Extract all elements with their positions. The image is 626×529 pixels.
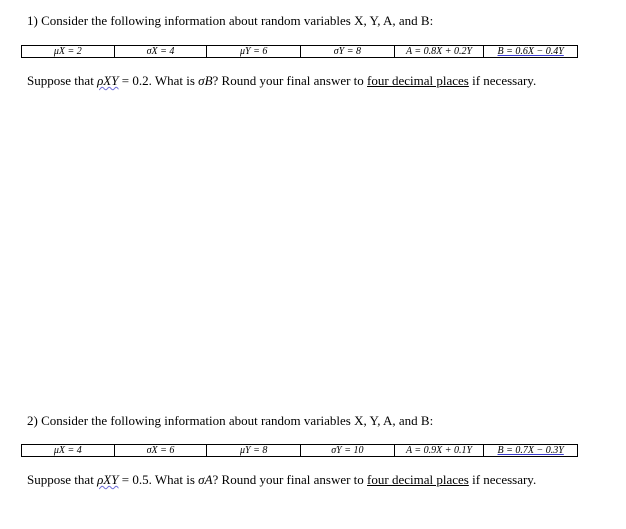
sigma-y-cell <box>301 46 395 57</box>
question-2-prompt <box>27 472 536 488</box>
prompt-text: Suppose that <box>27 73 98 88</box>
mu-x-value: μX = 2 <box>53 46 82 57</box>
sigma-x-cell <box>115 445 208 456</box>
b-definition-cell <box>484 445 577 456</box>
sigma-x-value: σX = 4 <box>146 46 175 57</box>
b-definition: B = 0.6X − 0.4Y <box>497 46 564 57</box>
mu-x-cell <box>22 445 115 456</box>
question-2-parameter-table <box>21 444 578 457</box>
sigma-a-symbol: σA <box>198 472 213 487</box>
sigma-x-value: σX = 6 <box>146 445 175 456</box>
four-decimal-places-underlined: four decimal places <box>367 472 469 487</box>
question-1-parameter-table <box>21 45 578 58</box>
sigma-y-cell <box>301 445 395 456</box>
mu-y-value: μY = 6 <box>240 46 268 57</box>
a-definition: A = 0.9X + 0.1Y <box>405 445 473 456</box>
a-definition: A = 0.8X + 0.2Y <box>405 46 473 57</box>
question-2-title: 2) Consider the following information about random variables X, Y, A, and B: <box>27 413 434 428</box>
b-definition-cell <box>484 46 577 57</box>
sigma-x-cell <box>115 46 208 57</box>
prompt-text: Suppose that <box>27 472 98 487</box>
a-definition-cell <box>395 46 485 57</box>
prompt-text: ? Round your final answer to <box>212 73 368 88</box>
prompt-text: = 0.5. What is <box>118 472 199 487</box>
mu-x-value: μX = 4 <box>53 445 82 456</box>
sigma-y-value: σY = 10 <box>331 445 364 456</box>
mu-y-cell <box>207 46 301 57</box>
mu-x-cell <box>22 46 115 57</box>
prompt-text: if necessary. <box>468 73 537 88</box>
mu-y-value: μY = 8 <box>240 445 268 456</box>
prompt-text: = 0.2. What is <box>118 73 199 88</box>
four-decimal-places-underlined: four decimal places <box>367 73 469 88</box>
question-1-prompt <box>27 73 536 89</box>
question-1-title: 1) Consider the following information about random variables X, Y, A, and B: <box>27 13 434 28</box>
sigma-y-value: σY = 8 <box>333 46 361 57</box>
mu-y-cell <box>207 445 301 456</box>
b-definition: B = 0.7X − 0.3Y <box>497 445 564 456</box>
a-definition-cell <box>395 445 485 456</box>
prompt-text: if necessary. <box>468 472 537 487</box>
rho-xy-symbol: ρXY <box>97 73 119 88</box>
sigma-b-symbol: σB <box>198 73 213 88</box>
rho-xy-symbol: ρXY <box>97 472 119 487</box>
prompt-text: ? Round your final answer to <box>212 472 368 487</box>
